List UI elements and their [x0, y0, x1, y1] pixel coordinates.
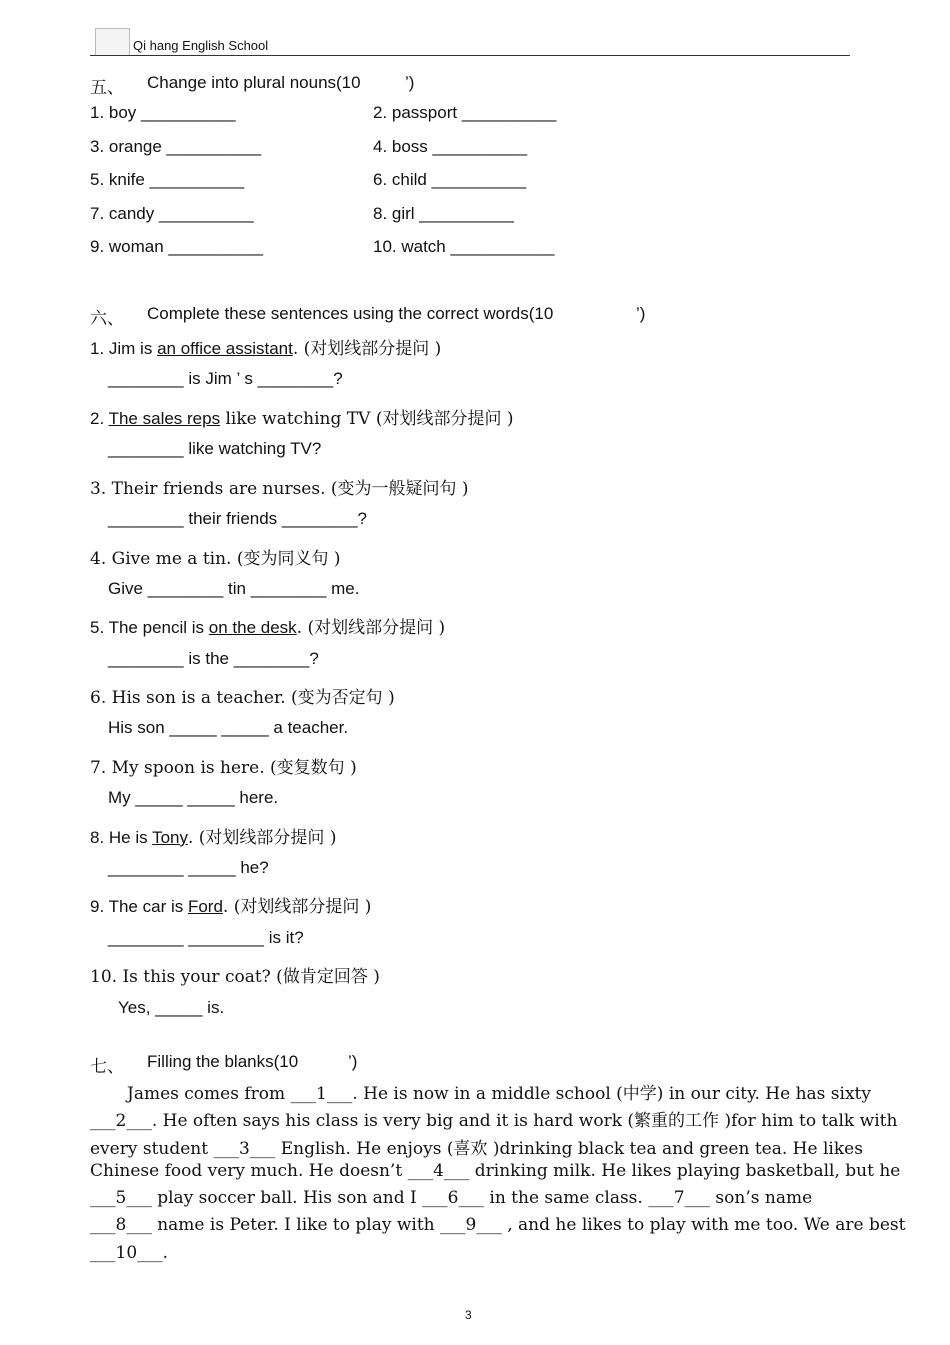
answer-line-8: ________ _____ he? — [108, 858, 269, 877]
section5-title: Change into plural nouns(10 — [147, 73, 361, 92]
plural-item: 9. woman __________ — [90, 237, 263, 256]
page-number: 3 — [465, 1308, 472, 1322]
school-name: Qi hang English School — [133, 38, 269, 53]
cloze-line: every student ___3___ English. He enjoys (喜欢 )drinking black tea and green tea. He likes — [90, 1139, 863, 1159]
plural-item: 5. knife __________ — [90, 170, 245, 189]
plural-item: 6. child __________ — [373, 170, 527, 189]
plural-item: 1. boy __________ — [90, 103, 236, 122]
question-1: 1. Jim is an office assistant. (对划线部分提问 ) — [90, 339, 442, 359]
section6-mark: ’) — [636, 304, 646, 323]
question-4: 4. Give me a tin. (变为同义句 ) — [90, 549, 341, 569]
plural-item: 7. candy __________ — [90, 204, 254, 223]
cloze-line: Chinese food very much. He doesn’t ___4___ drinking milk. He likes playing basketball, but he — [90, 1161, 901, 1181]
answer-line-6: His son _____ _____ a teacher. — [108, 718, 349, 737]
answer-line-9: ________ ________ is it? — [108, 928, 304, 947]
answer-line-10: Yes, _____ is. — [118, 998, 225, 1017]
question-5: 5. The pencil is on the desk. (对划线部分提问 ) — [90, 618, 446, 638]
question-8: 8. He is Tony. (对划线部分提问 ) — [90, 828, 337, 848]
plural-item: 10. watch ___________ — [373, 237, 555, 256]
cloze-line: James comes from ___1___. He is now in a middle school (中学) in our city. He has sixty — [127, 1084, 871, 1104]
cloze-line: ___8___ name is Peter. I like to play with ___9___ , and he likes to play with me too. We are best — [90, 1215, 906, 1235]
question-9: 9. The car is Ford. (对划线部分提问 ) — [90, 897, 372, 917]
cloze-line: ___10___. — [90, 1243, 169, 1263]
plural-item: 2. passport __________ — [373, 103, 557, 122]
question-6: 6. His son is a teacher. (变为否定句 ) — [90, 688, 395, 708]
section7-number: 七、 — [90, 1057, 124, 1077]
section7-title: Filling the blanks(10 — [147, 1052, 299, 1071]
answer-line-2: ________ like watching TV? — [108, 439, 322, 458]
answer-line-5: ________ is the ________? — [108, 649, 319, 668]
cloze-line: ___2___. He often says his class is very big and it is hard work (繁重的工作 )for him to talk with — [90, 1111, 898, 1131]
plural-item: 8. girl __________ — [373, 204, 514, 223]
question-2: 2. The sales reps like watching TV (对划线部分提问 ) — [90, 409, 514, 429]
section5-number: 五、 — [90, 78, 124, 98]
section6-number: 六、 — [90, 309, 124, 329]
question-3: 3. Their friends are nurses. (变为一般疑问句 ) — [90, 479, 469, 499]
answer-line-3: ________ their friends ________? — [108, 509, 367, 528]
section7-mark: ’) — [348, 1052, 358, 1071]
question-10: 10. Is this your coat? (做肯定回答 ) — [90, 967, 380, 987]
plural-item: 3. orange __________ — [90, 137, 262, 156]
plural-item: 4. boss __________ — [373, 137, 528, 156]
answer-line-4: Give ________ tin ________ me. — [108, 579, 360, 598]
header-rule — [90, 55, 850, 56]
section6-title: Complete these sentences using the correct words(10 — [147, 304, 554, 323]
cloze-line: ___5___ play soccer ball. His son and I ___6___ in the same class. ___7___ son’s name — [90, 1188, 813, 1208]
question-7: 7. My spoon is here. (变复数句 ) — [90, 758, 357, 778]
school-logo — [95, 28, 130, 56]
answer-line-1: ________ is Jim ’ s ________? — [108, 369, 343, 388]
answer-line-7: My _____ _____ here. — [108, 788, 279, 807]
section5-mark: ’) — [405, 73, 415, 92]
